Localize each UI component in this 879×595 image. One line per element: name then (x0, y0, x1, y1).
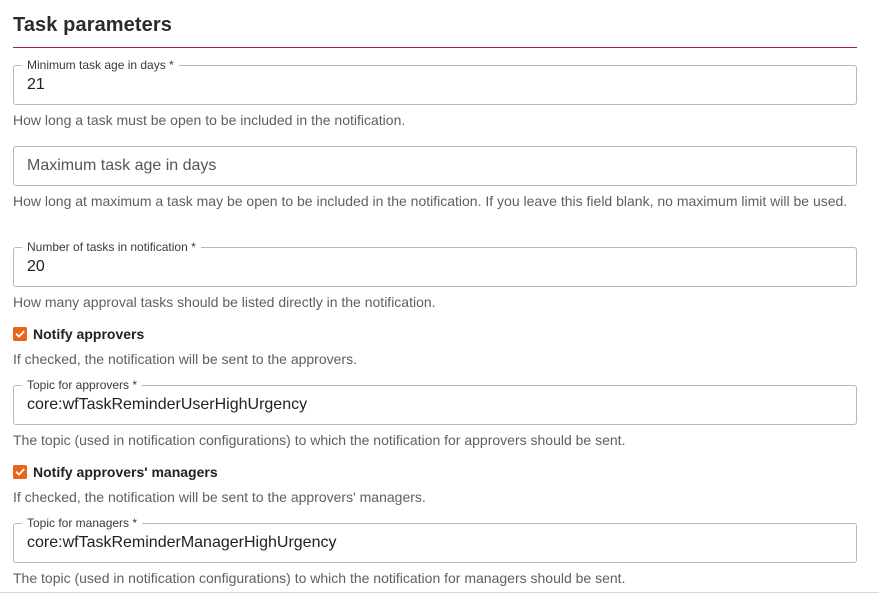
notify-approvers-checkbox[interactable] (13, 327, 27, 341)
topic-managers-field[interactable] (13, 516, 857, 563)
min-task-age-label: Minimum task age in days * (22, 58, 179, 72)
topic-approvers-field[interactable] (13, 378, 857, 425)
max-task-age-field[interactable] (13, 146, 857, 186)
num-tasks-label: Number of tasks in notification * (22, 240, 201, 254)
notify-managers-help: If checked, the notification will be sent to the approvers' managers. (13, 489, 426, 505)
topic-managers-label: Topic for managers * (22, 516, 142, 530)
topic-approvers-value[interactable]: core:wfTaskReminderUserHighUrgency (27, 396, 308, 413)
min-task-age-value[interactable]: 21 (27, 76, 45, 93)
notify-approvers-help: If checked, the notification will be sent to the approvers. (13, 351, 357, 367)
topic-approvers-help: The topic (used in notification configurations) to which the notification for approvers should be sent. (13, 432, 626, 448)
max-task-age-placeholder: Maximum task age in days (27, 157, 217, 174)
min-task-age-field[interactable] (13, 58, 857, 105)
section-title-divider (13, 47, 857, 48)
topic-approvers-label: Topic for approvers * (22, 378, 142, 392)
check-icon (15, 467, 25, 477)
notify-approvers-row[interactable] (13, 325, 144, 343)
section-title: Task parameters (13, 14, 172, 36)
max-task-age-help: How long at maximum a task may be open to be included in the notification. If you leave this field blank, no maximum limit will be used. (13, 193, 848, 209)
num-tasks-field[interactable] (13, 240, 857, 287)
topic-managers-value[interactable]: core:wfTaskReminderManagerHighUrgency (27, 534, 337, 551)
notify-approvers-label: Notify approvers (33, 326, 145, 342)
num-tasks-value[interactable]: 20 (27, 258, 45, 275)
bottom-divider (0, 592, 879, 593)
topic-managers-help: The topic (used in notification configurations) to which the notification for managers should be sent. (13, 570, 626, 586)
notify-managers-label: Notify approvers' managers (33, 464, 218, 480)
num-tasks-help: How many approval tasks should be listed directly in the notification. (13, 294, 436, 310)
notify-managers-checkbox[interactable] (13, 465, 27, 479)
notify-managers-row[interactable] (13, 463, 218, 481)
check-icon (15, 329, 25, 339)
min-task-age-help: How long a task must be open to be included in the notification. (13, 112, 406, 128)
